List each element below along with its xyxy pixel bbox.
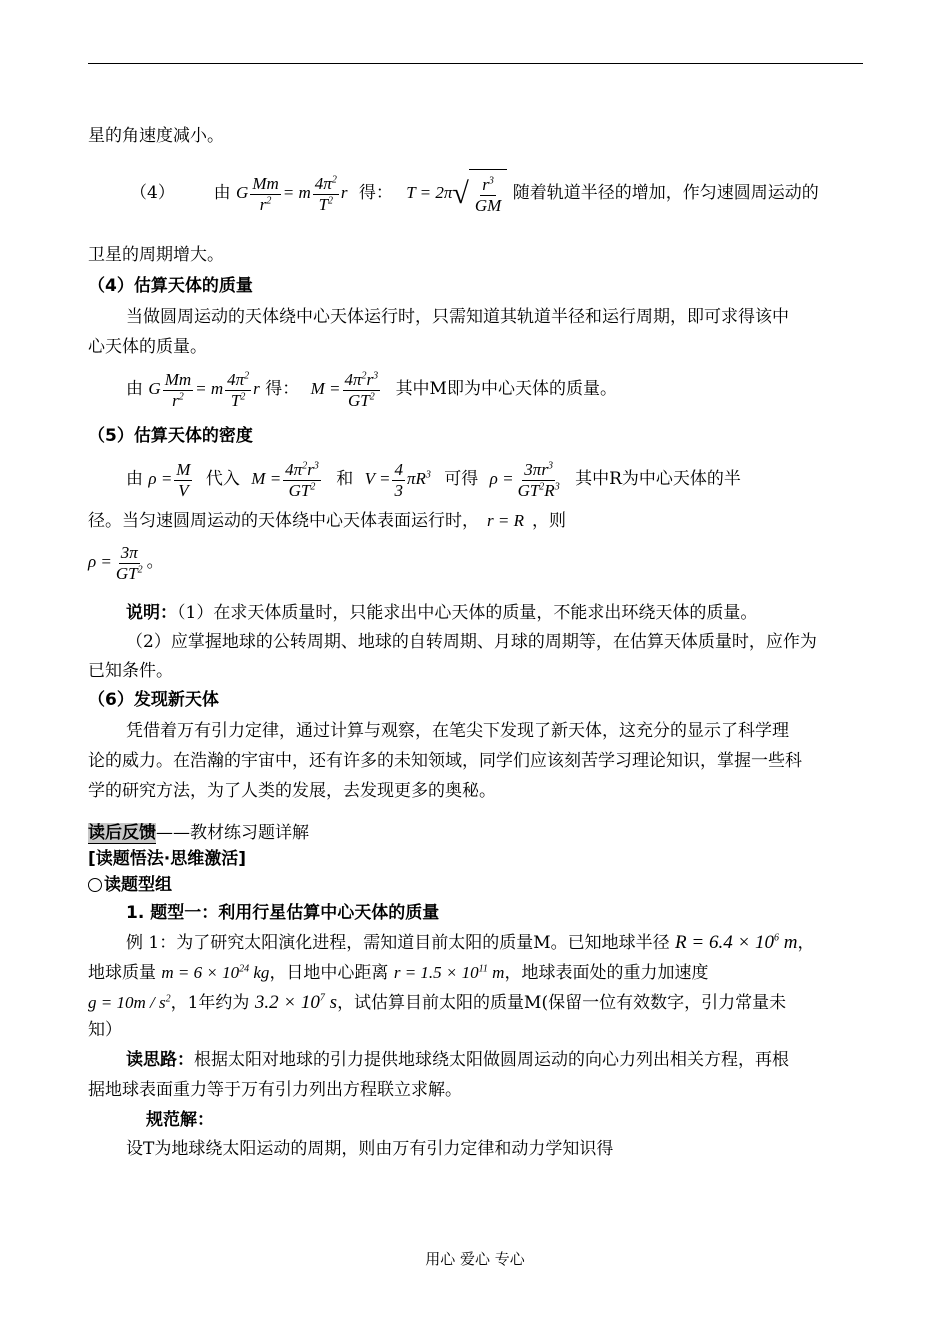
section-heading: （6）发现新天体	[88, 690, 219, 710]
paragraph-line: 心天体的质量。	[88, 337, 207, 357]
section-title: 读题型组	[88, 873, 172, 897]
header-rule	[88, 63, 863, 64]
gravity-equation: G $\frac{Mm}{r^2}$ = m $\frac{4\pi^2}{T^2}$ r	[236, 173, 348, 214]
example-line: 例 1：为了研究太阳演化进程，需知道目前太阳的质量M。已知地球半径 $R = 6.4 \times 10^6$ m，	[126, 932, 815, 953]
density-equation: ρ = $\frac{3\pi r^3}{GT^2R^3}$	[489, 459, 560, 500]
think-line: 读思路：根据太阳对地球的引力提供地球绕太阳做圆周运动的向心力列出相关方程，再根	[126, 1050, 789, 1070]
paragraph-line: 凭借着万有引力定律，通过计算与观察，在笔尖下发现了新天体，这充分的显示了科学理	[126, 721, 789, 741]
feedback-label: 读后反馈	[88, 823, 156, 843]
text-line: 卫星的周期增大。	[88, 245, 224, 265]
note-line: 说明：（1）在求天体质量时，只能求出中心天体的质量，不能求出环绕天体的质量。	[126, 603, 758, 623]
circle-icon	[88, 878, 102, 892]
paragraph-line: 学的研究方法，为了人类的发展，去发现更多的奥秘。	[88, 781, 496, 801]
feedback-heading: 读后反馈——教材练习题详解	[88, 823, 309, 843]
solution-line: 设T为地球绕太阳运动的周期，则由万有引力定律和动力学知识得	[126, 1139, 614, 1159]
earth-radius-value: $R = 6.4 \times 10^6$ m	[675, 932, 798, 953]
earth-mass-value: $m = 6 \times 10^{24}$ kg	[161, 963, 270, 982]
note-line: （2）应掌握地球的公转周期、地球的自转周期、月球的周期等，在估算天体质量时，应作为	[126, 632, 817, 652]
density-def: ρ = $\frac{M}{V}$	[148, 459, 191, 500]
section-heading: （5）估算天体的密度	[88, 426, 253, 446]
density-surface-equation: ρ = $\frac{3\pi}{GT^2}$	[88, 542, 143, 583]
section-title: [读题悟法·思维激活]	[88, 849, 246, 869]
gravity-accel-value: $g = 10m / s^2$	[88, 993, 171, 1012]
formula-line-density-surface: ρ = $\frac{3\pi}{GT^2}$ 。	[88, 542, 164, 583]
mass-equation: M = $\frac{4\pi^2r^3}{GT^2}$	[251, 459, 319, 500]
paragraph-line: 论的威力。在浩瀚的宇宙中，还有许多的未知领域，同学们应该刻苦学习理论知识，掌握一些科	[88, 751, 802, 771]
volume-equation: V = $\frac{4}{3}$ $\pi R^3$	[364, 459, 431, 500]
text-line: 星的角速度减小。	[88, 126, 224, 146]
paragraph-line: 当做圆周运动的天体绕中心天体运行时，只需知道其轨道半径和运行周期，即可求得该中	[126, 307, 789, 327]
formula-line-mass: 由 G $\frac{Mm}{r^2}$ = m $\frac{4\pi^2}{T^2}$ r 得： M = $\frac{4\pi^2r^3}{GT^2}$ 其中M即为中心天体的质量。	[126, 369, 617, 410]
example-line: 地球质量 $m = 6 \times 10^{24}$ kg，日地中心距离 $r = 1.5 \times 10^{11}$ m，地球表面处的重力加速度	[88, 963, 709, 983]
solution-label: 规范解：	[146, 1110, 214, 1130]
formula-line-period: （4） 由 G $\frac{Mm}{r^2}$ = m $\frac{4\pi^2}{T^2}$ r 得： T = 2π √ $\frac{r^3}{GM}$ 随着轨道半径的增加，作匀速圆周运动的	[130, 168, 819, 220]
think-line: 据地球表面重力等于万有引力列出方程联立求解。	[88, 1080, 462, 1100]
paragraph-line: 径。当匀速圆周运动的天体绕中心天体表面运行时， r = R ，则	[88, 511, 566, 531]
year-value: $3.2 \times 10^7$ s	[254, 992, 338, 1013]
example-line: $g = 10m / s^2$，1年约为 $3.2 \times 10^7$ s，试估算目前太阳的质量M(保留一位有效数字，引力常量未	[88, 992, 787, 1013]
note-line: 已知条件。	[88, 661, 173, 681]
period-equation: T = 2π √ $\frac{r^3}{GM}$	[406, 183, 507, 202]
distance-value: $r = 1.5 \times 10^{11}$ m	[393, 963, 505, 982]
section-heading: （4）估算天体的质量	[88, 276, 253, 296]
page-footer: 用心 爱心 专心	[425, 1250, 525, 1268]
question-type-title: 1. 题型一：利用行星估算中心天体的质量	[126, 903, 440, 923]
gravity-equation: G $\frac{Mm}{r^2}$ = m $\frac{4\pi^2}{T^2}$ r	[148, 369, 260, 410]
example-line: 知）	[88, 1020, 122, 1040]
formula-line-density: 由 ρ = $\frac{M}{V}$ 代入 M = $\frac{4\pi^2r^3}{GT^2}$ 和 V = $\frac{4}{3}$ $\pi R^3$ 可得 ρ = $\frac{3\pi r^3}{GT^2R^3}$ 其中R为中心天体的半	[126, 459, 741, 500]
mass-equation: M = $\frac{4\pi^2r^3}{GT^2}$	[310, 369, 379, 410]
